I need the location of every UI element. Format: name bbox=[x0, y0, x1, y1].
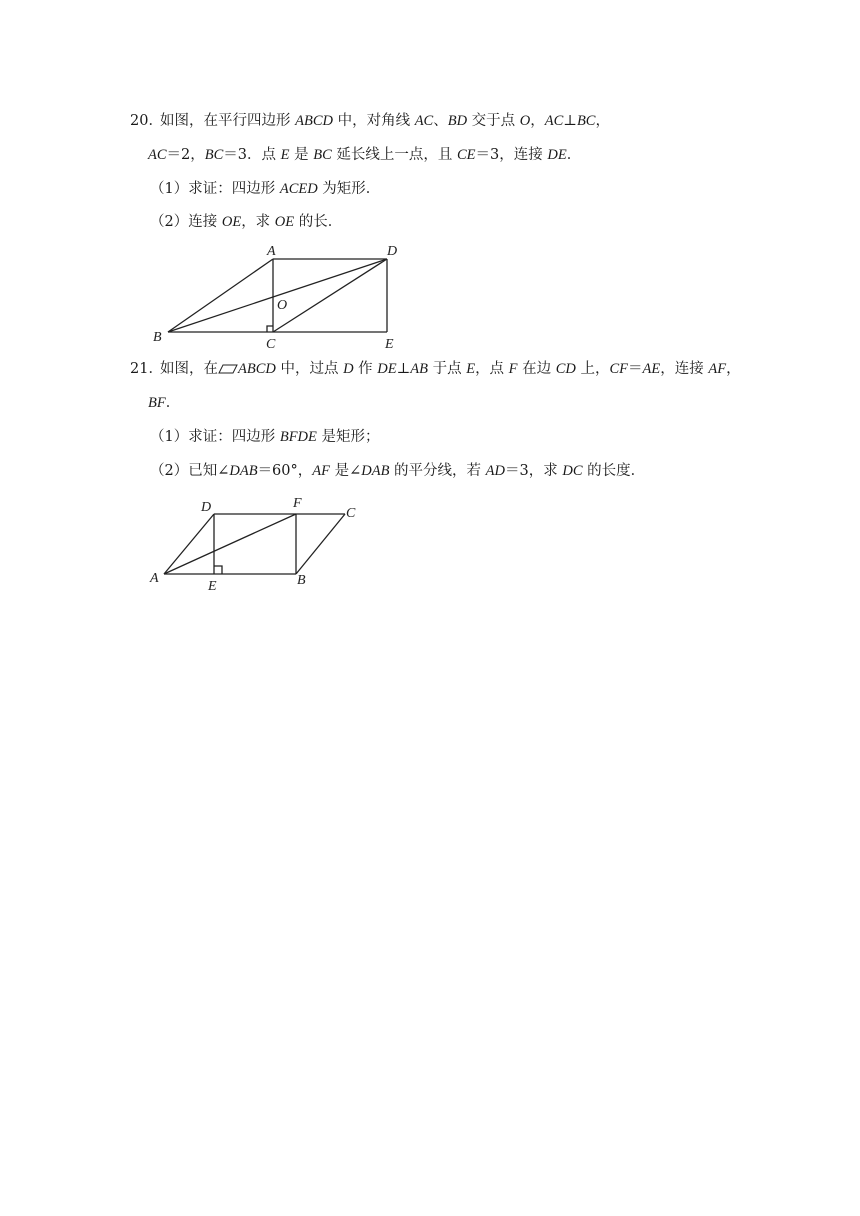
q21-stem-line2: BF． bbox=[148, 395, 181, 411]
q20-part1: （1）求证：四边形 ACED 为矩形． bbox=[150, 181, 381, 197]
q20-label-D: D bbox=[387, 244, 398, 259]
q21-label-E: E bbox=[208, 579, 217, 594]
q21-label-C: C bbox=[346, 506, 356, 521]
q20-seg-CD bbox=[273, 259, 387, 332]
q21-number: 21． bbox=[130, 361, 163, 377]
q21-label-F: F bbox=[293, 496, 302, 511]
parallelogram-symbol-icon bbox=[218, 364, 238, 374]
q20-label-O: O bbox=[277, 298, 288, 313]
q21-seg-AF bbox=[164, 514, 296, 574]
q21-label-A: A bbox=[150, 571, 159, 586]
q21-label-D: D bbox=[201, 500, 212, 515]
q20-label-C: C bbox=[266, 337, 276, 352]
q20-right-angle-mark bbox=[267, 326, 273, 332]
q20-label-A: A bbox=[267, 244, 276, 259]
q20-label-E: E bbox=[385, 337, 394, 352]
q20-stem-line2: AC＝2，BC＝3．点 E 是 BC 延长线上一点，且 CE＝3，连接 DE． bbox=[148, 147, 582, 163]
q20-seg-BD bbox=[168, 259, 387, 332]
q21-part2: （2）已知∠DAB＝60°，AF 是∠DAB 的平分线，若 AD＝3，求 DC 的长度． bbox=[150, 463, 646, 479]
q21-stem-line1: 如图，在 ABCD 中，过点 D 作 DE⊥AB 于点 E，点 F 在边 CD 上，CF＝AE，连接 AF， bbox=[160, 361, 741, 377]
q21-seg-CB bbox=[296, 514, 345, 574]
q21-seg-AD bbox=[164, 514, 214, 574]
q21-label-B: B bbox=[297, 573, 306, 588]
q21-part1: （1）求证：四边形 BFDE 是矩形； bbox=[150, 429, 380, 445]
q21-right-angle-mark bbox=[214, 566, 222, 574]
q20-seg-BA bbox=[168, 259, 273, 332]
q20-stem-line1: 如图，在平行四边形 ABCD 中，对角线 AC、BD 交于点 O，AC⊥BC， bbox=[160, 113, 610, 129]
q20-part2: （2）连接 OE，求 OE 的长． bbox=[150, 214, 343, 230]
q20-label-B: B bbox=[153, 330, 162, 345]
q20-figure bbox=[140, 238, 420, 353]
q20-number: 20． bbox=[130, 113, 163, 129]
q21-figure bbox=[140, 490, 370, 595]
